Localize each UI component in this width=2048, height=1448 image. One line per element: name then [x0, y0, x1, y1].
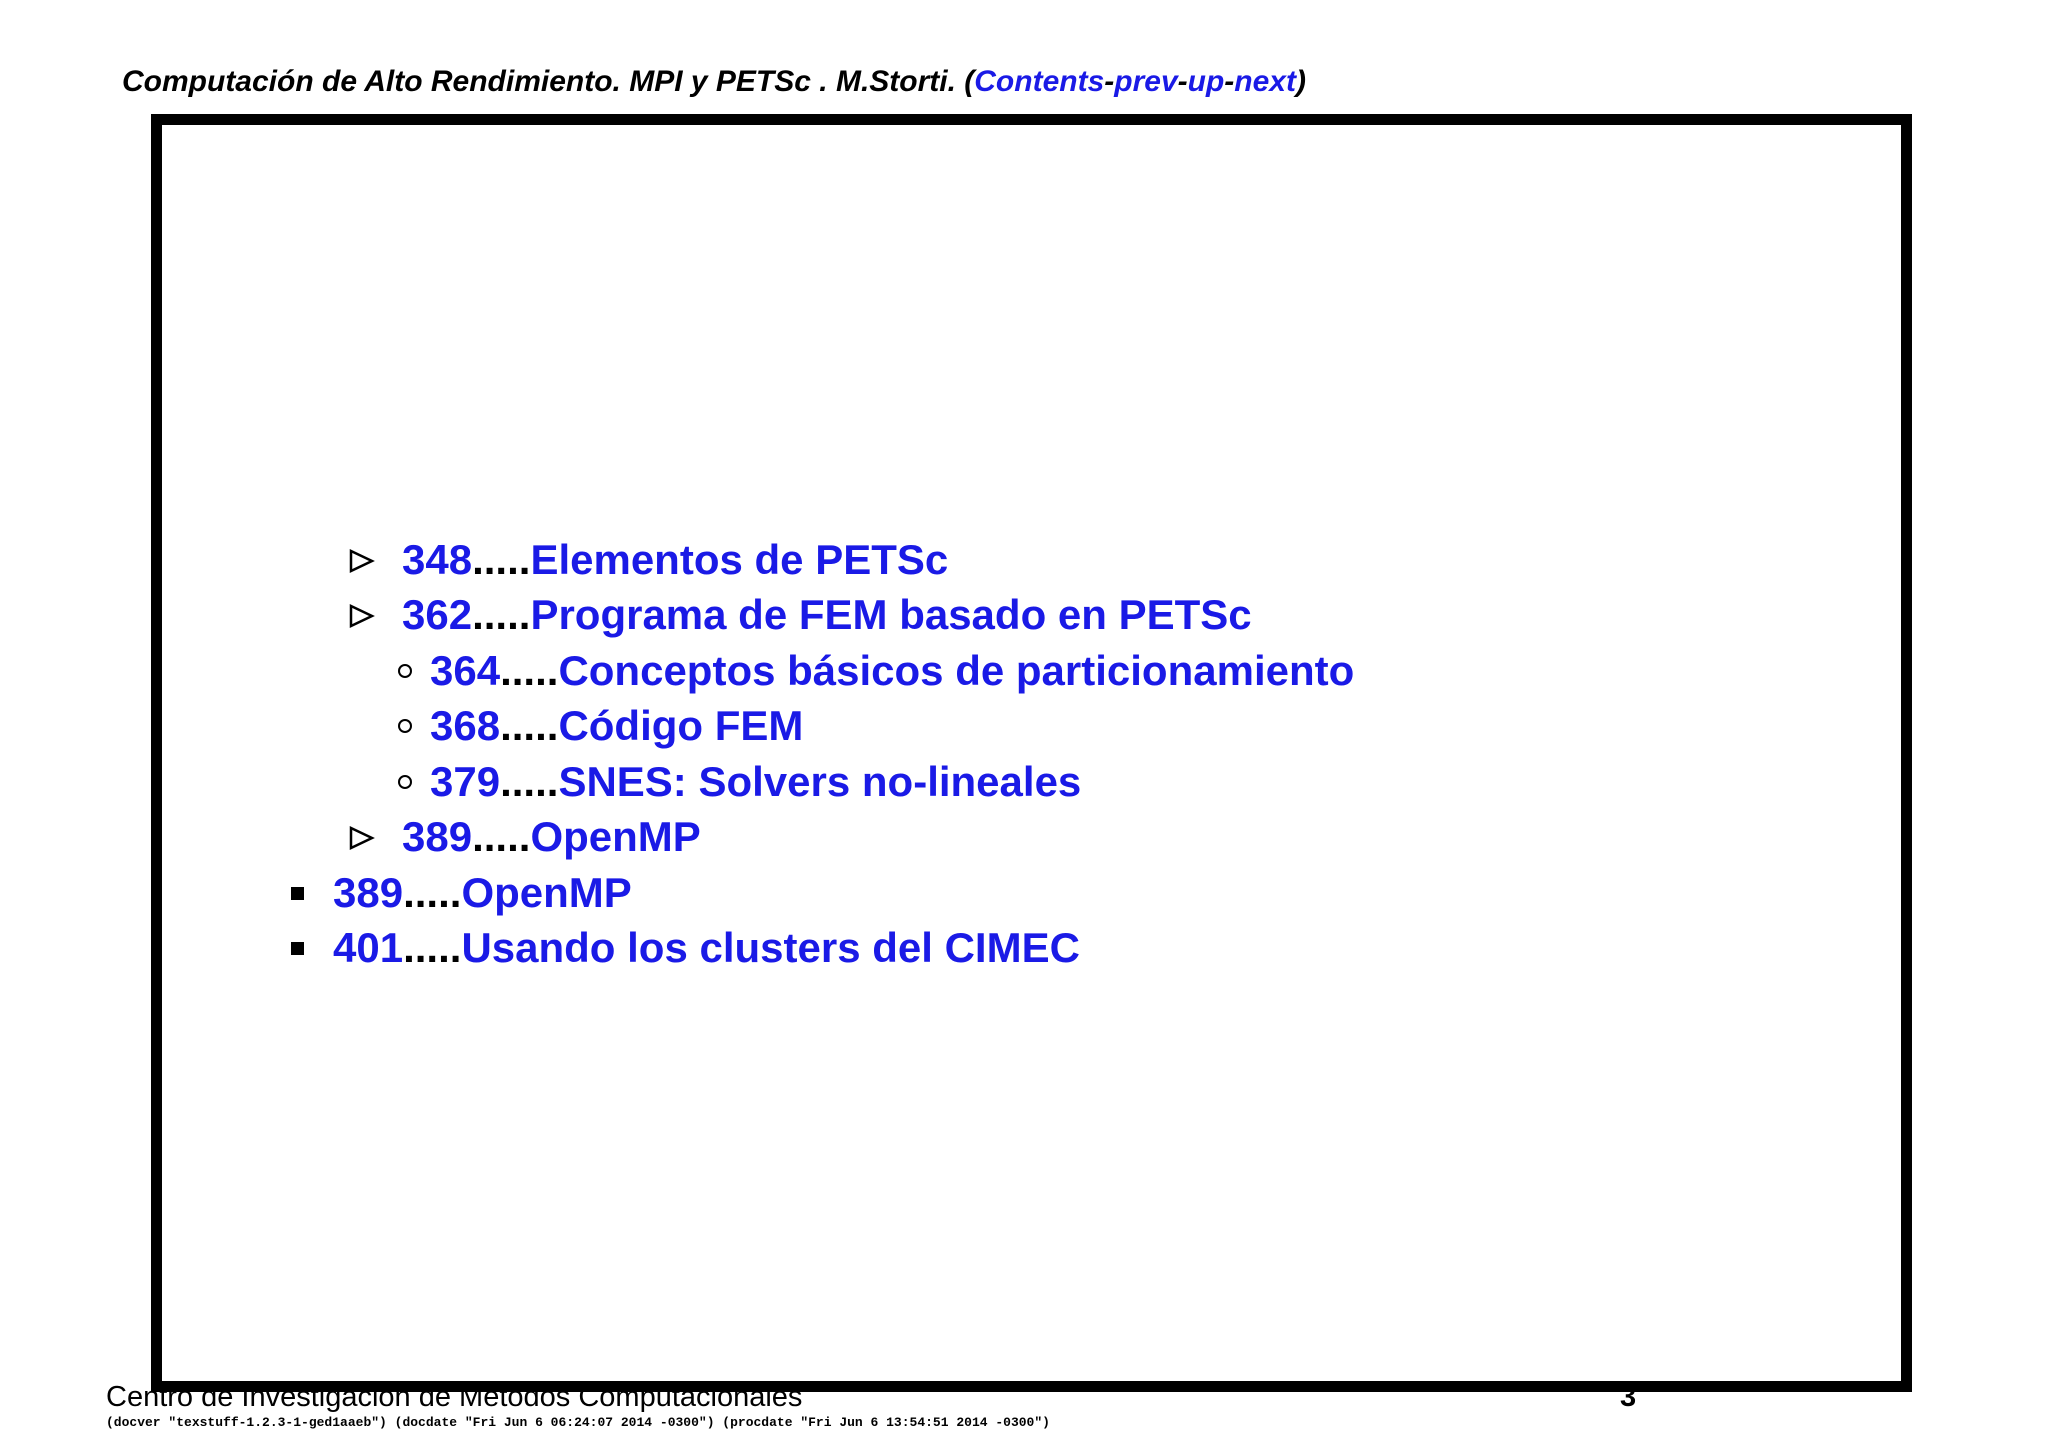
toc-item[interactable]	[390, 698, 803, 754]
toc-entry-title[interactable]: Código FEM	[558, 702, 804, 749]
toc-item[interactable]	[390, 643, 1354, 699]
triangle-icon	[348, 587, 388, 643]
toc-leader-dots: .....	[472, 536, 531, 583]
toc-entry-title[interactable]: OpenMP	[530, 813, 701, 860]
header-close-paren: )	[1295, 65, 1306, 98]
toc-item[interactable]	[291, 920, 1080, 976]
toc-leader-dots: .....	[500, 758, 559, 805]
nav-separator: -	[1177, 65, 1188, 98]
toc-page-number[interactable]: 348	[402, 536, 473, 583]
header-title: Computación de Alto Rendimiento. MPI y PETSc . M.Storti. (	[122, 65, 975, 98]
nav-contents-link[interactable]: Contents	[974, 65, 1105, 98]
square-icon	[291, 865, 333, 921]
footer-institution: Centro de Investigación de Métodos Computacionales	[106, 1381, 803, 1413]
circle-icon	[390, 698, 430, 754]
toc-leader-dots: .....	[472, 591, 531, 638]
toc-page-number[interactable]: 362	[402, 591, 473, 638]
toc-item[interactable]	[390, 754, 1081, 810]
slide-frame	[151, 114, 1912, 1392]
toc-page-number[interactable]: 389	[333, 869, 404, 916]
nav-separator: -	[1224, 65, 1235, 98]
toc-leader-dots: .....	[472, 813, 531, 860]
nav-up-link[interactable]: up	[1187, 65, 1225, 98]
toc-page-number[interactable]: 401	[333, 924, 404, 971]
toc-item[interactable]	[348, 532, 948, 588]
toc-page-number[interactable]: 364	[430, 647, 501, 694]
toc-leader-dots: .....	[403, 869, 462, 916]
triangle-icon	[348, 532, 388, 588]
toc-item[interactable]	[348, 587, 1252, 643]
page-number: 3	[1620, 1381, 1637, 1413]
toc-entry-title[interactable]: SNES: Solvers no-lineales	[558, 758, 1082, 805]
toc-entry-title[interactable]: Usando los clusters del CIMEC	[461, 924, 1080, 971]
toc-item[interactable]	[348, 809, 701, 865]
page-header	[122, 62, 1306, 102]
toc-entry-title[interactable]: Programa de FEM basado en PETSc	[530, 591, 1252, 638]
toc-entry-title[interactable]: OpenMP	[461, 869, 632, 916]
toc-page-number[interactable]: 368	[430, 702, 501, 749]
circle-icon	[390, 643, 430, 699]
table-of-contents	[162, 125, 1901, 1381]
toc-entry-title[interactable]: Elementos de PETSc	[530, 536, 949, 583]
toc-entry-title[interactable]: Conceptos básicos de particionamiento	[558, 647, 1355, 694]
circle-icon	[390, 754, 430, 810]
document-version-info: (docver "texstuff-1.2.3-1-ged1aaeb") (docdate "Fri Jun 6 06:24:07 2014 -0300") (procdate "Fri Jun 6 13:54:51 2014 -0300")	[106, 1415, 1050, 1430]
square-icon	[291, 920, 333, 976]
triangle-icon	[348, 809, 388, 865]
toc-page-number[interactable]: 389	[402, 813, 473, 860]
nav-separator: -	[1104, 65, 1115, 98]
nav-next-link[interactable]: next	[1234, 65, 1296, 98]
toc-leader-dots: .....	[500, 702, 559, 749]
toc-page-number[interactable]: 379	[430, 758, 501, 805]
nav-prev-link[interactable]: prev	[1114, 65, 1178, 98]
toc-leader-dots: .....	[403, 924, 462, 971]
toc-item[interactable]	[291, 865, 632, 921]
toc-leader-dots: .....	[500, 647, 559, 694]
